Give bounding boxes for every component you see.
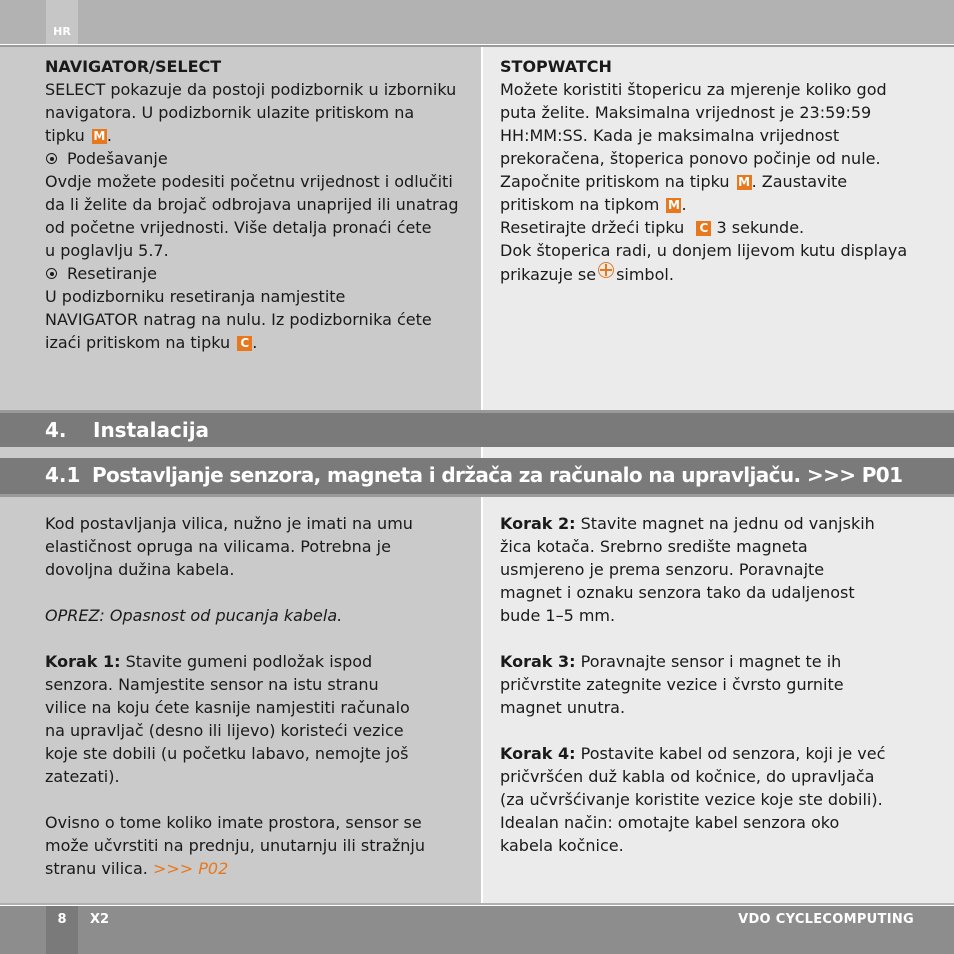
step-1-line	[45, 650, 475, 673]
text-span: . Zaustavite	[751, 172, 848, 191]
text-span: prikazuje se	[500, 265, 597, 284]
text-line	[500, 262, 940, 286]
warning-text: OPREZ: Opasnost od pucanja kabela.	[45, 606, 343, 625]
text-line: na upravljač (desno ili lijevo) koristeći vezice	[45, 721, 404, 740]
footer-divider	[0, 903, 954, 905]
text-span: stranu vilica.	[45, 859, 148, 878]
navigator-select-heading: NAVIGATOR/SELECT	[45, 57, 222, 76]
text-line	[500, 216, 940, 239]
text-line: kabela kočnice.	[500, 836, 624, 855]
gap-left	[0, 447, 481, 458]
text-line: navigatora. U podizbornik ulazite pritiskom na	[45, 103, 415, 122]
section-4-1-number: 4.1	[45, 463, 81, 487]
text-line: usmjereno je prema senzoru. Poravnajte	[500, 560, 825, 579]
text-line: SELECT pokazuje da postoji podizbornik u izborniku	[45, 80, 457, 99]
stopwatch-heading: STOPWATCH	[500, 57, 612, 76]
page-number: 8	[46, 906, 78, 954]
step-4-line	[500, 742, 940, 765]
text-line	[500, 193, 940, 216]
footer-brand: VDO CYCLECOMPUTING	[738, 912, 914, 927]
text-span: simbol.	[616, 265, 674, 284]
text-span: Stavite gumeni podložak ispod	[125, 652, 373, 671]
text-span: .	[681, 195, 687, 214]
text-line: dovoljna dužina kabela.	[45, 560, 235, 579]
text-line	[45, 857, 475, 880]
text-span: tipku	[45, 126, 85, 145]
text-line	[45, 331, 475, 354]
c-button-icon: C	[237, 336, 252, 351]
text-line: pričvršćen duž kabla od kočnice, do upravljača	[500, 767, 875, 786]
language-tab: HR	[46, 0, 78, 44]
text-line: može učvrstiti na prednju, unutarnju ili stražnju	[45, 836, 426, 855]
text-line	[500, 170, 940, 193]
text-line: elastičnost opruga na vilicama. Potrebna je	[45, 537, 391, 556]
text-span: 3 sekunde.	[716, 218, 805, 237]
text-line: Ovisno o tome koliko imate prostora, sensor se	[45, 813, 422, 832]
text-line: pričvrstite zategnite vezice i čvrsto gurnite	[500, 675, 844, 694]
installation-left-text	[45, 512, 475, 880]
text-line: bude 1–5 mm.	[500, 606, 616, 625]
page-reference-link[interactable]: >>> P02	[152, 859, 229, 878]
bullet-item-resetiranje	[45, 262, 475, 285]
text-span: izaći pritiskom na tipku	[45, 333, 231, 352]
text-line: magnet unutra.	[500, 698, 626, 717]
text-span: Stavite magnet na jednu od vanjskih	[580, 514, 875, 533]
c-button-icon: C	[696, 221, 711, 236]
navigator-select-section	[45, 55, 475, 354]
text-span: pritiskom na tipkom	[500, 195, 660, 214]
text-line: da li želite da brojač odbrojava unaprijed ili unatrag	[45, 195, 459, 214]
stopwatch-icon	[598, 262, 614, 278]
section-4-title: Instalacija	[93, 418, 210, 442]
footer-model: X2	[90, 912, 110, 927]
text-span: Postavite kabel od senzora, koji je već	[580, 744, 886, 763]
text-line: (za učvršćivanje koristite vezice koje ste dobili).	[500, 790, 883, 809]
step-3-line	[500, 650, 940, 673]
text-span: Resetirajte držeći tipku	[500, 218, 685, 237]
text-line: Možete koristiti štopericu za mjerenje koliko god	[500, 80, 887, 99]
text-line: Kod postavljanja vilica, nužno je imati na umu	[45, 514, 413, 533]
step-4-label: Korak 4:	[500, 744, 576, 763]
text-line: u poglavlju 5.7.	[45, 241, 169, 260]
text-span: Poravnajte sensor i magnet te ih	[580, 652, 842, 671]
text-span: Započnite pritiskom na tipku	[500, 172, 730, 191]
bullet-label: Podešavanje	[67, 149, 168, 168]
text-line: Idealan način: omotajte kabel senzora oko	[500, 813, 840, 832]
m-button-icon: M	[93, 129, 106, 143]
bullet-icon	[46, 153, 57, 164]
bullet-icon	[46, 268, 57, 279]
stopwatch-section	[500, 55, 940, 286]
text-line: žica kotača. Srebrno središte magneta	[500, 537, 808, 556]
text-line: U podizborniku resetiranja namjestite	[45, 287, 346, 306]
m-button-icon: M	[738, 175, 751, 189]
step-2-line	[500, 512, 940, 535]
header-bar	[0, 0, 954, 44]
step-3-label: Korak 3:	[500, 652, 576, 671]
text-span: .	[252, 333, 258, 352]
text-line: magnet i oznaku senzora tako da udaljenost	[500, 583, 855, 602]
text-line: zatezati).	[45, 767, 120, 786]
bullet-label: Resetiranje	[67, 264, 157, 283]
section-4-bar	[0, 413, 954, 447]
text-line: senzora. Namjestite sensor na istu stranu	[45, 675, 379, 694]
text-line: puta želite. Maksimalna vrijednost je 23:59:59	[500, 103, 872, 122]
text-line: Ovdje možete podesiti početnu vrijednost i odlučiti	[45, 172, 453, 191]
text-line: od početne vrijednosti. Više detalja pronaći ćete	[45, 218, 432, 237]
section-4-number: 4.	[45, 418, 67, 442]
m-button-icon: M	[667, 198, 680, 212]
text-line: koje ste dobili (u početku labavo, nemojte još	[45, 744, 409, 763]
text-line: vilice na koju ćete kasnije namjestiti računalo	[45, 698, 410, 717]
step-1-label: Korak 1:	[45, 652, 121, 671]
installation-right-text	[500, 512, 940, 857]
section-4-1-bar	[0, 458, 954, 494]
text-line: prekoračena, štoperica ponovo počinje od nule.	[500, 149, 881, 168]
step-2-label: Korak 2:	[500, 514, 576, 533]
gap-right	[483, 447, 954, 458]
text-line: NAVIGATOR natrag na nulu. Iz podizbornika ćete	[45, 310, 432, 329]
text-span: .	[106, 126, 112, 145]
text-line: HH:MM:SS. Kada je maksimalna vrijednost	[500, 126, 840, 145]
text-line	[45, 124, 475, 147]
section-4-1-title: Postavljanje senzora, magneta i držača za računalo na upravljaču. >>> P01	[92, 463, 903, 487]
text-line: Dok štoperica radi, u donjem lijevom kutu displaya	[500, 241, 908, 260]
bullet-item-podesavanje	[45, 147, 475, 170]
